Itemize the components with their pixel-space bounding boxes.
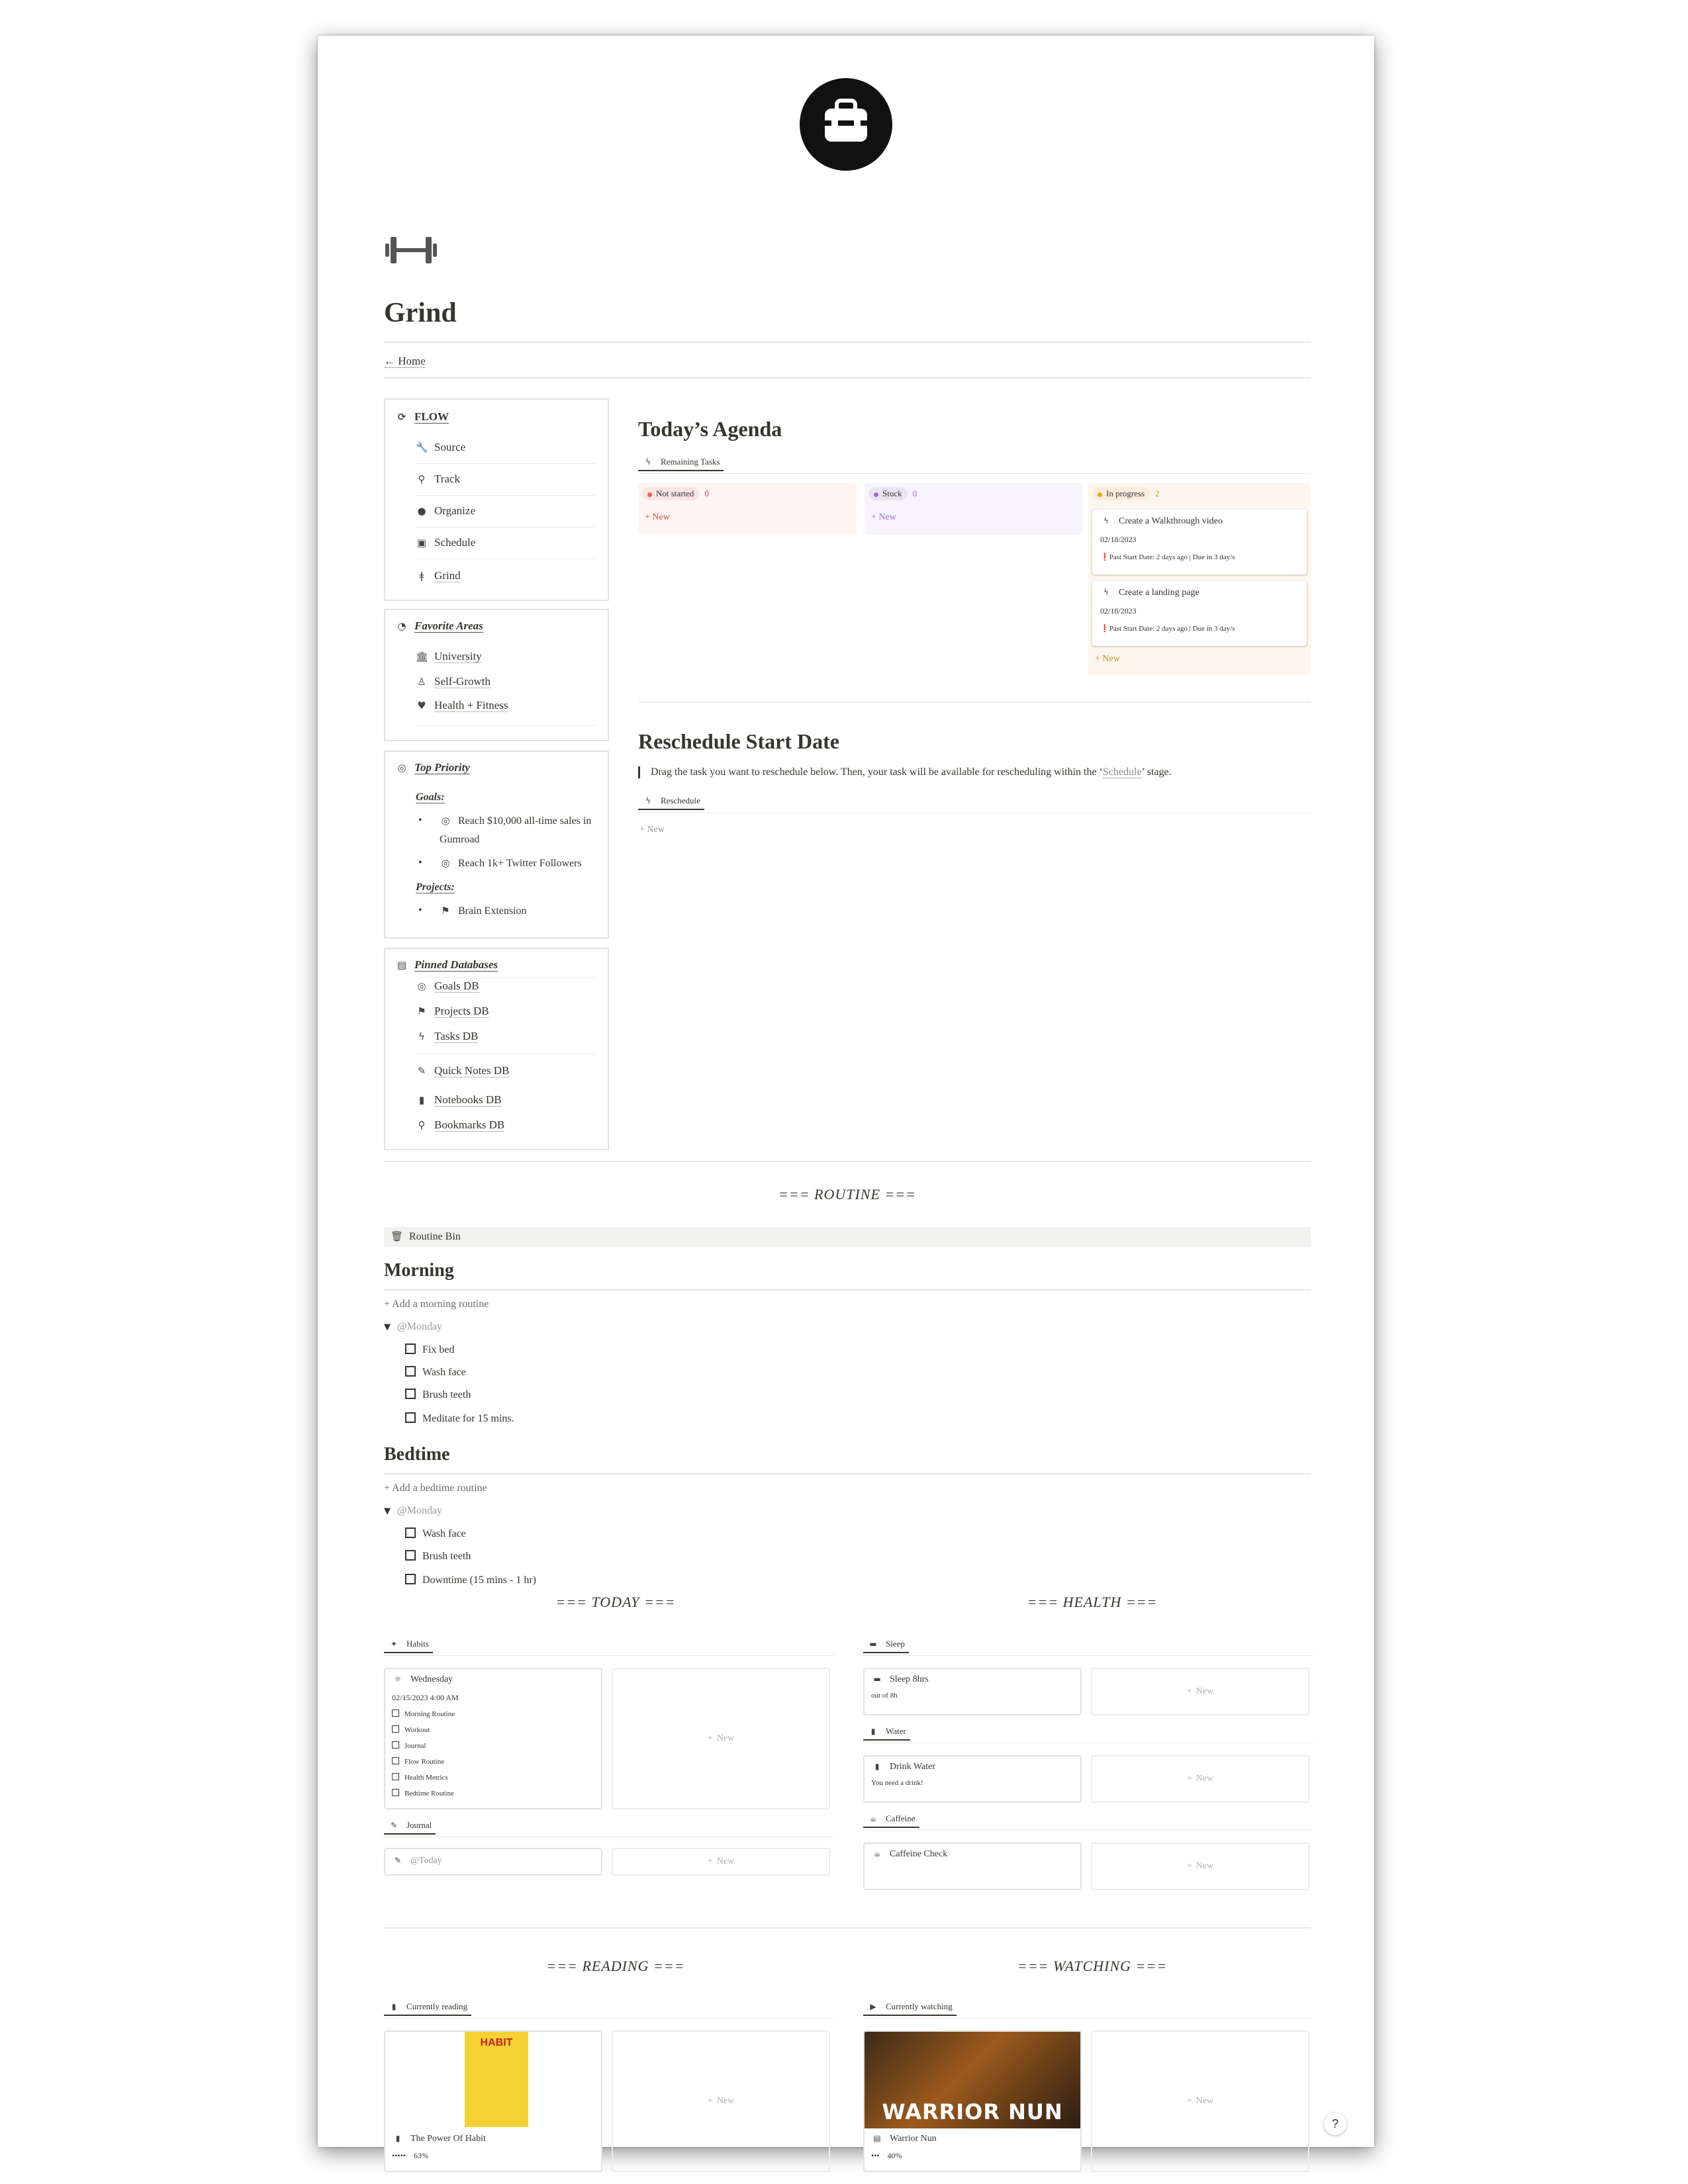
caffeine-card[interactable]: ☕ Caffeine Check <box>863 1843 1082 1890</box>
sidebar-item-goals-db[interactable]: ◎ Goals DB <box>416 979 479 993</box>
divider <box>638 702 1311 703</box>
bolt-icon: ϟ <box>1103 516 1109 525</box>
task-card[interactable]: ϟ Create a Walkthrough video 02/18/2023 ❗Past Start Date: 2 days ago | Due in 3 day/s <box>1092 510 1307 574</box>
watching-heading: === WATCHING === <box>1017 1958 1168 1974</box>
divider <box>384 1927 1311 1929</box>
sidebar-item-bookmarks-db[interactable]: ⚲ Bookmarks DB <box>416 1118 504 1132</box>
sidebar-item-self-growth[interactable]: ♙ Self-Growth <box>416 675 491 688</box>
morning-title: Morning <box>384 1260 454 1281</box>
sleep-card[interactable]: ▬ Sleep 8hrs out of 8h <box>863 1668 1082 1715</box>
habit-check[interactable]: Flow Routine <box>392 1754 455 1770</box>
bed-icon: ▬ <box>873 1674 881 1684</box>
calendar-icon: ▣ <box>416 537 427 549</box>
new-habit-button[interactable]: + New <box>612 1668 830 1809</box>
book-icon: ▮ <box>395 2134 400 2143</box>
habit-check[interactable]: Morning Routine <box>392 1706 455 1722</box>
bolt-icon: ϟ <box>418 1030 425 1042</box>
reading-tabbar <box>384 1999 834 2019</box>
target-icon: ◎ <box>397 762 406 774</box>
journal-tabbar <box>384 1817 834 1837</box>
show-cover: WARRIOR NUN <box>865 2032 1080 2128</box>
morning-toggle[interactable]: ▼ @Monday <box>384 1321 443 1332</box>
table-icon: ▤ <box>397 959 407 971</box>
sidebar-item-organize[interactable]: ● Organize <box>416 504 475 518</box>
sidebar-item-schedule[interactable]: ▣ Schedule <box>416 536 476 549</box>
organize-icon: ● <box>417 505 426 517</box>
new-task-button[interactable]: + New <box>871 512 896 522</box>
sidebar-item-projects-db[interactable]: ⚑ Projects DB <box>416 1005 489 1018</box>
flow-card <box>384 398 609 601</box>
new-sleep-button[interactable]: + New <box>1091 1668 1309 1715</box>
notebook-icon: ▮ <box>418 1094 425 1106</box>
target-icon: ◎ <box>441 857 450 869</box>
tab-remaining-tasks[interactable]: ϟ Remaining Tasks <box>638 454 724 471</box>
bedtime-toggle[interactable]: ▼ @Monday <box>384 1505 443 1516</box>
play-icon: ▶ <box>870 2002 876 2011</box>
divider <box>384 1289 1311 1291</box>
tab-water[interactable]: ▮ Water <box>863 1723 910 1741</box>
agenda-tabbar <box>638 454 1311 474</box>
refresh-icon: ⟳ <box>397 411 406 423</box>
reschedule-tabbar <box>638 793 1311 813</box>
coffee-icon: ☕ <box>869 1814 877 1823</box>
pinned-databases-heading[interactable]: ▤ Pinned Databases <box>397 958 498 971</box>
reschedule-title: Reschedule Start Date <box>638 729 839 753</box>
tab-caffeine[interactable]: ☕ Caffeine <box>863 1811 919 1828</box>
tab-reschedule[interactable]: ϟ Reschedule <box>638 793 704 810</box>
top-priority-heading[interactable]: ◎ Top Priority <box>396 761 470 774</box>
building-icon: 🏛 <box>416 651 429 662</box>
sidebar-item-grind[interactable]: ǂ Grind <box>416 569 461 582</box>
sidebar-item-track[interactable]: ⚲ Track <box>416 473 460 486</box>
target-icon: ◎ <box>441 815 450 827</box>
goals-label: Goals: <box>416 792 445 803</box>
watching-tabbar <box>863 1999 1313 2019</box>
status-badge: Stuck <box>868 487 908 500</box>
new-reschedule-button[interactable]: + New <box>639 825 665 835</box>
bookmark-icon: ⚲ <box>418 1119 426 1131</box>
bolt-icon: ϟ <box>645 796 651 805</box>
status-badge: In progress <box>1092 487 1150 500</box>
reading-heading: === READING === <box>546 1958 685 1974</box>
journal-card[interactable]: ✎ @Today <box>384 1848 602 1876</box>
todo-item[interactable]: Fix bed <box>405 1343 454 1356</box>
projects-label: Projects: <box>416 882 455 893</box>
schedule-link[interactable]: Schedule <box>1102 766 1142 778</box>
habit-check[interactable]: Health Metrics <box>392 1770 455 1786</box>
notion-page <box>318 36 1374 2160</box>
divider <box>384 377 1311 379</box>
top-priority-card <box>384 751 609 938</box>
habit-check[interactable]: Journal <box>392 1738 455 1754</box>
project-item[interactable]: • ⚑ Brain Extension <box>421 901 600 921</box>
sidebar-item-university[interactable]: 🏛 University <box>416 650 482 662</box>
triangle-down-icon: ▼ <box>384 1506 391 1516</box>
film-icon: ▤ <box>873 2134 881 2143</box>
goal-item[interactable]: • ◎ Reach 1k+ Twitter Followers <box>421 854 600 873</box>
routine-heading: === ROUTINE === <box>778 1186 916 1203</box>
divider <box>384 341 1311 343</box>
today-heading: === TODAY === <box>555 1594 676 1610</box>
book-card[interactable]: HABIT ▮ The Power Of Habit ••••• 63% <box>384 2030 602 2172</box>
wrench-icon: 🔧 <box>416 441 428 453</box>
pie-icon: ◔ <box>397 620 406 632</box>
divider <box>384 1473 1311 1475</box>
book-icon: ▮ <box>391 2002 397 2011</box>
person-icon: ✦ <box>390 1639 398 1649</box>
sidebar-item-notebooks-db[interactable]: ▮ Notebooks DB <box>416 1093 502 1107</box>
health-heading: === HEALTH === <box>1027 1594 1158 1610</box>
back-link-home[interactable]: ← Home <box>384 355 426 367</box>
habits-tabbar <box>384 1636 834 1656</box>
todo-item[interactable]: Wash face <box>405 1527 466 1540</box>
sidebar-item-quick-notes-db[interactable]: ✎ Quick Notes DB <box>416 1064 509 1077</box>
tab-habits[interactable]: ✦ Habits <box>384 1636 433 1653</box>
routine-bin-link[interactable]: 🗑 Routine Bin <box>384 1227 1311 1247</box>
water-tabbar <box>863 1723 1313 1743</box>
new-task-button[interactable]: + New <box>645 512 670 522</box>
habit-check[interactable]: Bedtime Routine <box>392 1786 455 1801</box>
person-icon: ♙ <box>417 676 426 688</box>
reschedule-quote: Drag the task you want to reschedule below. Then, your task will be available for rescheduling within the ‘Schedule’ stage. <box>638 766 1172 778</box>
briefcase-icon <box>800 78 892 171</box>
bed-icon: ▬ <box>869 1639 877 1649</box>
sidebar-item-source[interactable]: 🔧 Source <box>416 441 466 453</box>
tab-journal[interactable]: ✎ Journal <box>384 1817 436 1835</box>
todo-item[interactable]: Meditate for 15 mins. <box>405 1412 514 1425</box>
page-title: Grind <box>384 298 457 328</box>
todo-item[interactable]: Brush teeth <box>405 1550 471 1563</box>
status-badge: Not started <box>642 487 699 500</box>
project-icon: ⚑ <box>417 1005 426 1017</box>
coffee-icon: ☕ <box>873 1849 881 1858</box>
dumbbell-icon <box>384 234 438 266</box>
book-cover: HABIT <box>465 2032 528 2127</box>
sidebar-item-tasks-db[interactable]: ϟ Tasks DB <box>416 1030 478 1043</box>
new-journal-button[interactable]: + New <box>612 1848 830 1876</box>
cup-icon: ▮ <box>874 1762 880 1771</box>
new-water-button[interactable]: + New <box>1091 1755 1309 1803</box>
heart-icon: ♥ <box>417 700 426 711</box>
magnifier-icon: ⚲ <box>418 473 426 485</box>
agenda-title: Today’s Agenda <box>638 417 782 441</box>
bolt-icon: ϟ <box>1103 588 1109 597</box>
note-icon: ✎ <box>417 1065 426 1077</box>
project-icon: ⚑ <box>441 905 450 917</box>
triangle-down-icon: ▼ <box>384 1322 391 1332</box>
water-card[interactable]: ▮ Drink Water You need a drink! <box>863 1755 1082 1803</box>
bolt-icon: ϟ <box>645 457 651 467</box>
new-book-button[interactable]: + New <box>612 2030 830 2172</box>
note-icon: ✎ <box>390 1821 398 1830</box>
flow-heading[interactable]: ⟳ FLOW <box>396 410 449 424</box>
pinned-databases-card <box>384 948 609 1150</box>
sun-icon: ☼ <box>394 1674 402 1684</box>
sleep-tabbar <box>863 1636 1313 1656</box>
help-button[interactable]: ? <box>1324 2113 1346 2135</box>
divider <box>384 1161 1311 1162</box>
new-task-button[interactable]: + New <box>1095 654 1120 664</box>
board-column-not-started: Not started 0 + New <box>638 483 857 535</box>
board-column-stuck: Stuck 0 + New <box>865 483 1083 535</box>
new-show-button[interactable]: + New <box>1091 2030 1309 2172</box>
todo-item[interactable]: Brush teeth <box>405 1388 471 1401</box>
add-morning-routine-button[interactable]: + Add a morning routine <box>384 1298 489 1310</box>
goal-item[interactable]: • ◎ Reach $10,000 all-time sales in Gumroad <box>421 811 600 849</box>
favorite-areas-heading[interactable]: ◔ Favorite Areas <box>396 619 483 633</box>
board-column-in-progress: In progress 2 ϟ Create a Walkthrough video 02/18/2023 ❗Past Start Date: 2 days ago | Due in 3 day/s ϟ Create a landing page 02/18/2023 ❗Past Start Date: 2 days ago | Due in 3 day/s + New <box>1088 483 1311 675</box>
caffeine-tabbar <box>863 1811 1313 1831</box>
todo-item[interactable]: Downtime (15 mins - 1 hr) <box>405 1574 536 1586</box>
tab-currently-reading[interactable]: ▮ Currently reading <box>384 1999 471 2016</box>
favorite-areas-card <box>384 609 609 741</box>
note-icon: ✎ <box>394 1856 402 1865</box>
todo-item[interactable]: Wash face <box>405 1366 466 1379</box>
target-icon: ◎ <box>417 980 426 992</box>
sidebar-item-health-fitness[interactable]: ♥ Health + Fitness <box>416 699 508 712</box>
add-bedtime-routine-button[interactable]: + Add a bedtime routine <box>384 1482 487 1494</box>
tab-currently-watching[interactable]: ▶ Currently watching <box>863 1999 957 2016</box>
dumbbell-icon: ǂ <box>419 570 424 582</box>
task-card[interactable]: ϟ Create a landing page 02/18/2023 ❗Past Start Date: 2 days ago | Due in 3 day/s <box>1092 581 1307 646</box>
show-card[interactable]: WARRIOR NUN ▤ Warrior Nun ••• 40% <box>863 2030 1082 2172</box>
cup-icon: ▮ <box>870 1727 876 1736</box>
trash-icon: 🗑 <box>391 1230 404 1242</box>
habit-check[interactable]: Workout <box>392 1722 455 1738</box>
tab-sleep[interactable]: ▬ Sleep <box>863 1636 909 1653</box>
bedtime-title: Bedtime <box>384 1444 450 1465</box>
habit-card[interactable]: ☼ Wednesday 02/15/2023 4:00 AM Morning Routine Workout Journal Flow Routine Health Metrics Bedtime Routine <box>384 1668 602 1809</box>
new-caffeine-button[interactable]: + New <box>1091 1843 1309 1890</box>
